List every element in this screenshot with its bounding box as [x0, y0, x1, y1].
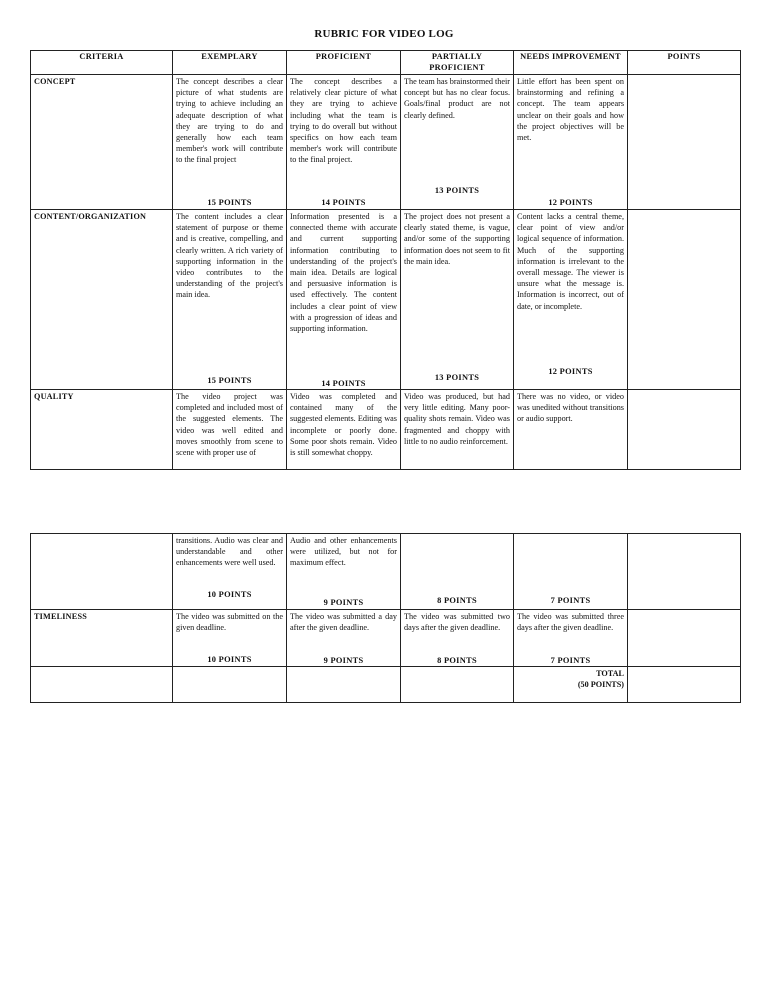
total-points-cell [628, 667, 741, 703]
cell-timeliness-proficient [287, 610, 401, 667]
cell-text: The video was submitted a day after the given deadline. [290, 612, 397, 633]
page-title: RUBRIC FOR VIDEO LOG [314, 28, 454, 40]
total-blank-3 [287, 667, 401, 703]
cell-text: The concept describes a clear picture of what students are trying to achieve including an adequate description of what they are trying to do and generally how each team member's work will contribute to the final project [176, 77, 283, 165]
total-blank-4 [401, 667, 514, 703]
cell-timeliness-exemplary [173, 610, 287, 667]
cell-points: 7 POINTS [550, 595, 591, 605]
cell-points: 15 POINTS [207, 375, 252, 385]
cell-points: 10 POINTS [207, 589, 252, 599]
cell-content-exemplary [173, 210, 287, 390]
row-content [31, 210, 741, 390]
cell-text: There was no video, or video was unedited without transitions or audio support. [517, 392, 624, 424]
cell-quality-proficient-cont [287, 534, 401, 610]
cell-quality-exemplary-cont [173, 534, 287, 610]
cell-points: 14 POINTS [321, 197, 366, 207]
cell-text: The video was submitted three days after the given deadline. [517, 612, 624, 633]
cell-text: The team has brainstormed their concept but has no clear focus. Goals/final product are not clearly defined. [404, 77, 510, 120]
header-partially-proficient: PARTIALLY PROFICIENT [401, 51, 514, 75]
cell-timeliness-partially [401, 610, 514, 667]
cell-text: transitions. Audio was clear and understandable and other enhancements were well used. [176, 536, 283, 568]
row-quality-continued [31, 534, 741, 610]
cell-quality-partially [401, 390, 514, 470]
criteria-quality: QUALITY [31, 390, 173, 470]
cell-points: 9 POINTS [323, 655, 364, 665]
cell-points: 12 POINTS [548, 197, 593, 207]
cell-concept-partially [401, 75, 514, 210]
cell-points: 13 POINTS [434, 185, 480, 195]
cell-timeliness-needs [514, 610, 628, 667]
cell-quality-exemplary [173, 390, 287, 470]
cell-quality-points [628, 390, 741, 470]
cell-text: Video was completed and contained many of the suggested elements. Editing was incomplete or poorly done. Some poor shots remain. Video is still somewhat choppy. [290, 392, 397, 458]
cell-timeliness-points [628, 610, 741, 667]
total-blank-1 [31, 667, 173, 703]
cell-points: 10 POINTS [207, 654, 252, 664]
cell-text: The content includes a clear statement of purpose or theme and is creative, compelling, and clearly written. A rich variety of supporting information in the video contributes to the understanding of the project's main idea. [176, 212, 283, 300]
cell-points: 15 POINTS [207, 197, 252, 207]
cell-text: The video was submitted two days after the given deadline. [404, 612, 510, 633]
cell-quality-points-cont [628, 534, 741, 610]
cell-concept-exemplary [173, 75, 287, 210]
total-points: (50 POINTS) [577, 680, 624, 690]
row-total [31, 667, 741, 703]
row-concept [31, 75, 741, 210]
cell-concept-proficient [287, 75, 401, 210]
cell-quality-partially-cont [401, 534, 514, 610]
cell-content-partially [401, 210, 514, 390]
cell-text: The project does not present a clearly stated theme, is vague, and/or some of the supporting information does not seem to fit the main idea. [404, 212, 510, 266]
cell-text: The concept describes a relatively clear picture of what they are trying to achieve including what the team is trying to do overall but without specifics on how each team member's work will contribute to the final project. [290, 77, 397, 165]
header-points: POINTS [628, 51, 741, 75]
cell-concept-needs [514, 75, 628, 210]
criteria-concept: CONCEPT [31, 75, 173, 210]
rubric-table-continued [30, 533, 741, 703]
cell-quality-proficient [287, 390, 401, 470]
cell-text: The video project was completed and included most of the suggested elements. The video was well edited and moves smoothly from scene to scene with proper use of [176, 392, 283, 458]
cell-content-needs [514, 210, 628, 390]
cell-quality-needs-cont [514, 534, 628, 610]
cell-points: 8 POINTS [437, 655, 477, 665]
cell-points: 7 POINTS [550, 655, 591, 665]
criteria-timeliness: TIMELINESS [31, 610, 173, 667]
cell-text: Video was produced, but had very little editing. Many poor-quality shots remain. Video was fragmented and choppy with little to no audio reinforcement. [404, 392, 510, 446]
cell-points: 13 POINTS [434, 372, 480, 382]
cell-text: Little effort has been spent on brainstorming and refining a concept. The team appears unclear on their goals and how the project objectives will be met. [517, 77, 624, 143]
rubric-table [30, 50, 741, 470]
cell-quality-needs [514, 390, 628, 470]
row-quality [31, 390, 741, 470]
cell-content-points [628, 210, 741, 390]
cell-text: Content lacks a central theme, clear point of view and/or logical sequence of information. Much of the supporting information is irrelevant to the overall message. The viewer is unsure what the message is. Information is incorrect, out of date, or incomplete. [517, 212, 624, 311]
cell-text: Audio and other enhancements were utilized, but not for maximum effect. [290, 536, 397, 568]
criteria-blank [31, 534, 173, 610]
total-blank-2 [173, 667, 287, 703]
header-criteria: CRITERIA [31, 51, 173, 75]
cell-concept-points [628, 75, 741, 210]
total-label-cell [514, 667, 628, 703]
cell-text: Information presented is a connected theme with accurate and current supporting information contributing to understanding of the project's main idea. Details are logical and persuasive information is used effectively. The content includes a clear point of view with a progression of ideas and supporting information. [290, 212, 397, 334]
cell-points: 8 POINTS [437, 595, 477, 605]
header-exemplary: EXEMPLARY [173, 51, 287, 75]
row-timeliness [31, 610, 741, 667]
total-label: TOTAL [596, 669, 624, 678]
cell-points: 9 POINTS [323, 597, 364, 607]
header-needs-improvement: NEEDS IMPROVEMENT [514, 51, 628, 75]
cell-text: The video was submitted on the given deadline. [176, 612, 283, 633]
cell-points: 12 POINTS [548, 366, 593, 376]
cell-points: 14 POINTS [321, 378, 366, 388]
header-row [31, 51, 741, 75]
cell-content-proficient [287, 210, 401, 390]
header-proficient: PROFICIENT [287, 51, 401, 75]
criteria-content: CONTENT/ORGANIZATION [31, 210, 173, 390]
